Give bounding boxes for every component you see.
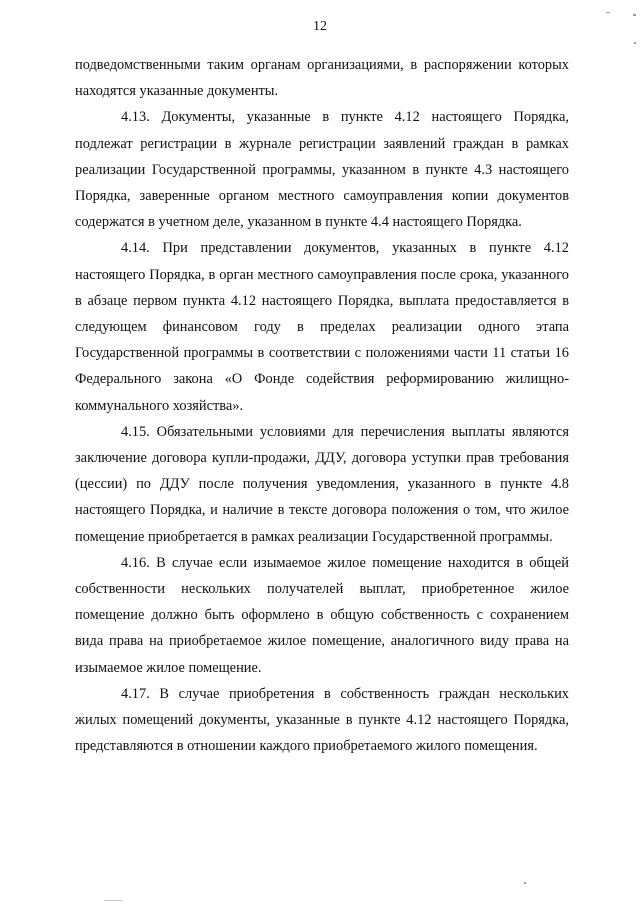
document-body (75, 52, 569, 759)
paragraph-4-14: 4.14. При представлении документов, указанных в пункте 4.12 настоящего Порядка, в орган местного самоуправления после срока, указанного в абзаце первом пункта 4.12 настоящего Порядка, выплата предоставляется в следующем финансовом году в пределах реализации одного этапа Государственной программы в соответствии с положениями части 11 статьи 16 Федерального закона «О Фонде содействия реформированию жилищно-коммунального хозяйства». (75, 240, 569, 414)
scan-artifact (633, 14, 636, 16)
paragraph-4-16: 4.16. В случае если изымаемое жилое помещение находится в общей собственности нескольких получателей выплат, приобретенное жилое помещение должно быть оформлено в общую собственность с сохранением вида права на приобретаемое жилое помещение, аналогичного виду права на изымаемое жилое помещение. (75, 554, 569, 676)
scan-artifact (606, 12, 610, 13)
scan-artifact (104, 900, 122, 901)
page-number: 12 (313, 19, 327, 34)
scan-artifact (634, 42, 636, 44)
paragraph-4-17: 4.17. В случае приобретения в собственность граждан нескольких жилых помещений документы, указанные в пункте 4.12 настоящего Порядка, представляются в отношении каждого приобретаемого жилого помещения. (75, 685, 569, 755)
paragraph-4-13: 4.13. Документы, указанные в пункте 4.12 настоящего Порядка, подлежат регистрации в журнале регистрации заявлений граждан в рамках реализации Государственной программы, указанном в пункте 4.3 настоящего Порядка, заверенные органом местного самоуправления копии документов содержатся в учетном деле, указанном в пункте 4.4 настоящего Порядка. (75, 109, 569, 231)
paragraph-continuation: подведомственными таким органам организациями, в распоряжении которых находятся указанные документы. (75, 57, 569, 100)
scan-artifact (524, 882, 526, 884)
paragraph-4-15: 4.15. Обязательными условиями для перечисления выплаты являются заключение договора купли-продажи, ДДУ, договора уступки прав требования (цессии) по ДДУ после получения уведомления, указанного в пункте 4.8 настоящего Порядка, и наличие в тексте договора положения о том, что жилое помещение приобретается в рамках реализации Государственной программы. (75, 423, 569, 545)
